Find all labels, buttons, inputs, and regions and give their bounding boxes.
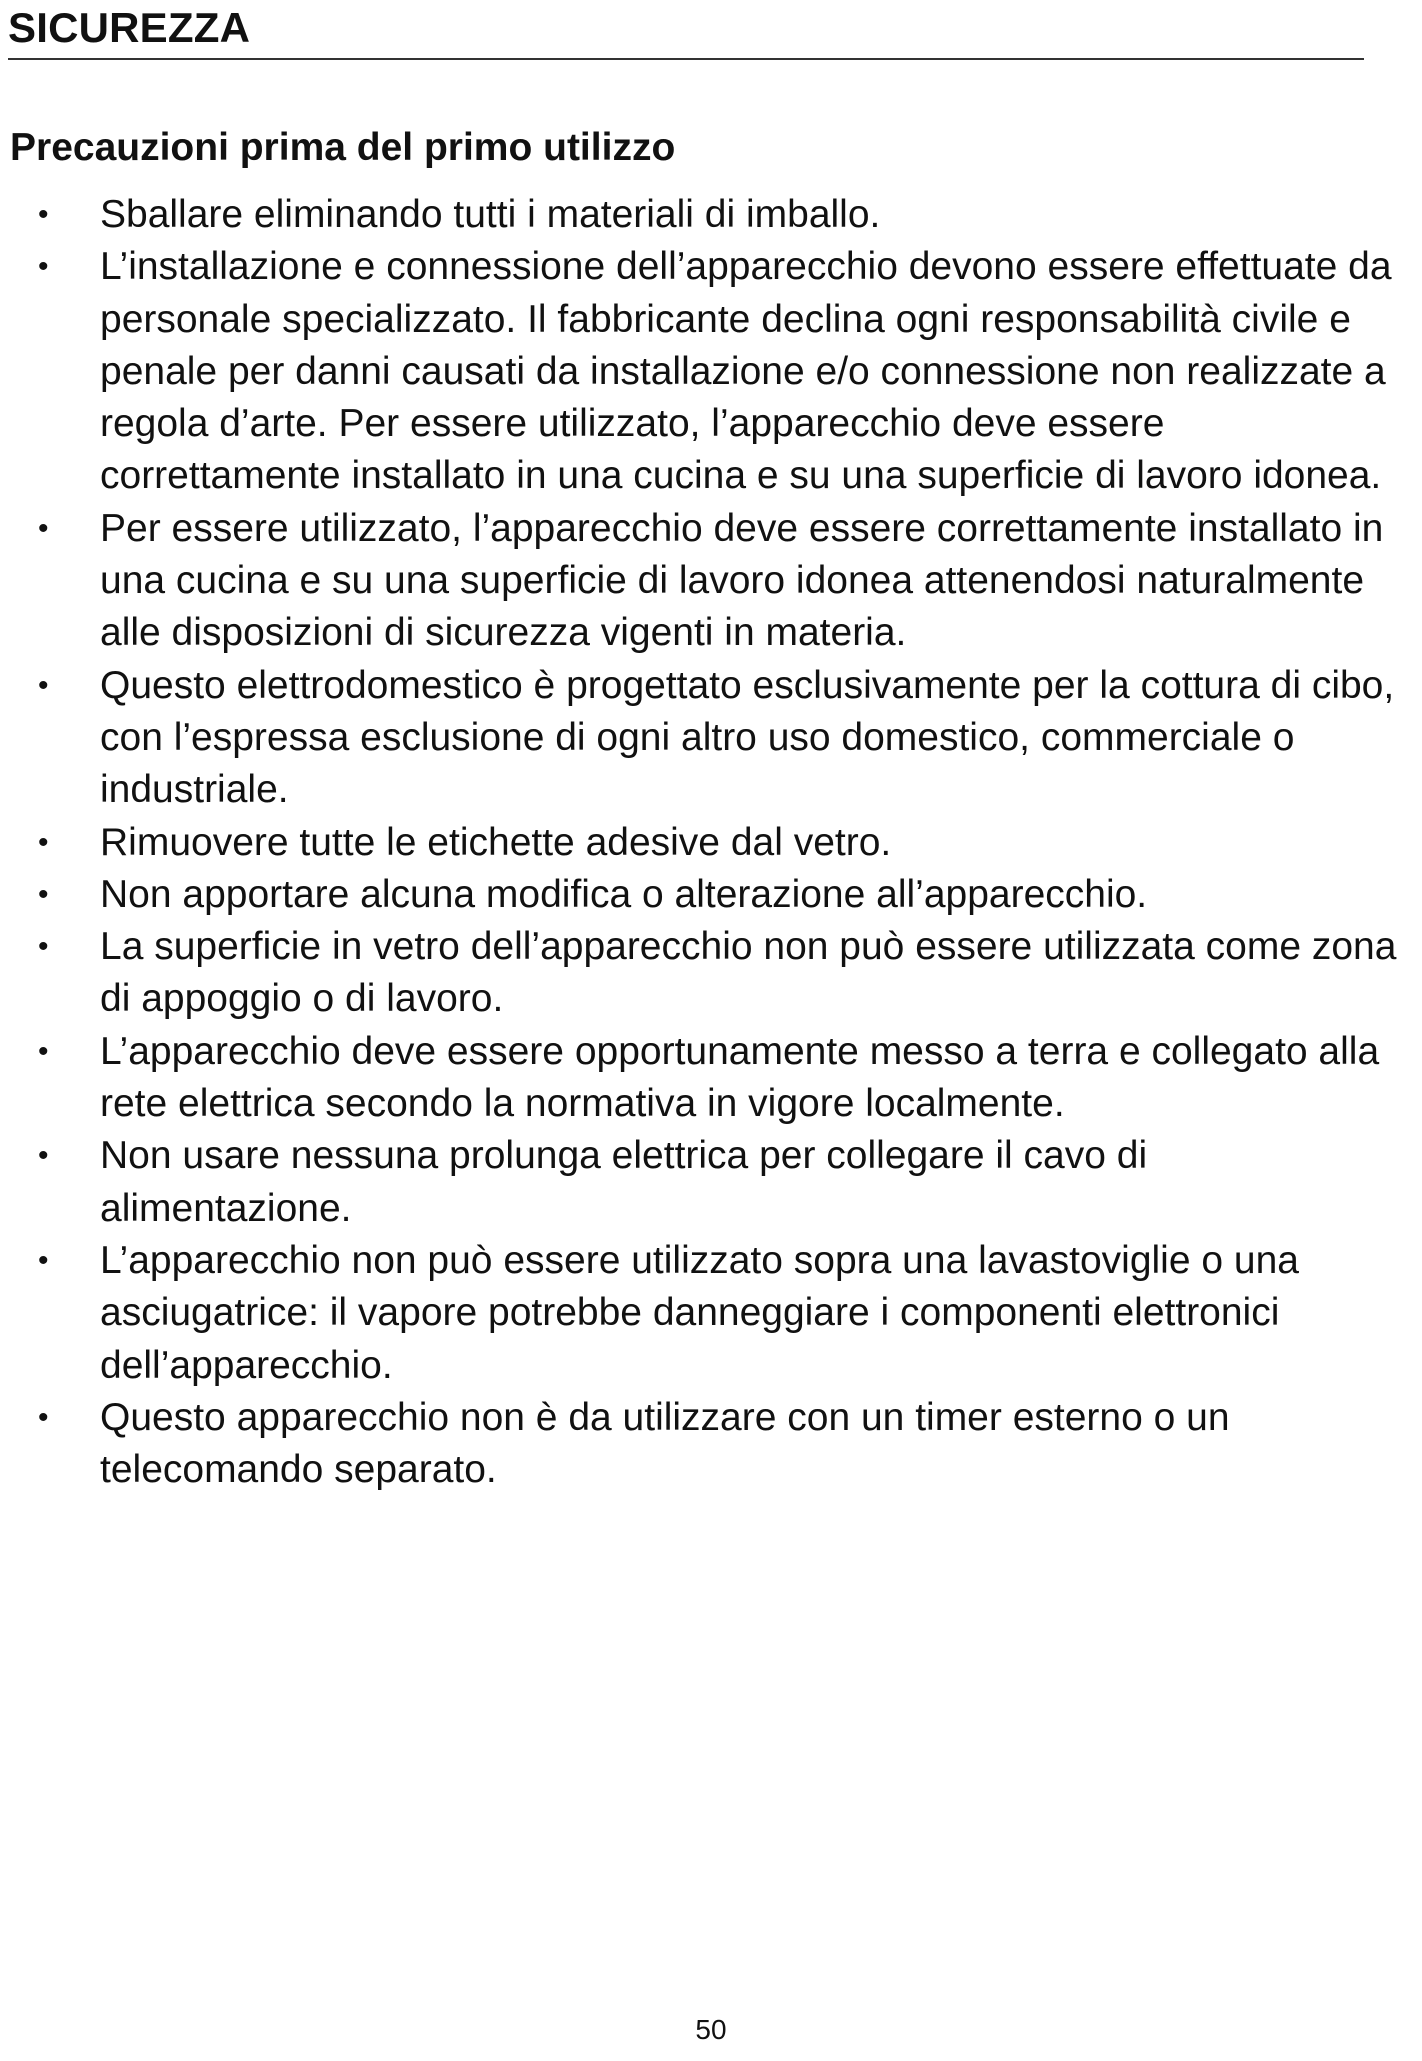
page-number: 50: [695, 2014, 727, 2045]
precautions-list: [0, 189, 1422, 1496]
section-title: SICUREZZA: [8, 4, 251, 51]
precaution-item: • Questo elettrodomestico è progettato esclusivamente per la cottura di cibo, con l’espressa esclusione di ogni altro uso domestico, commerciale o industriale.: [0, 660, 1422, 817]
precaution-item: • Non apportare alcuna modifica o alterazione all’apparecchio.: [0, 869, 1422, 921]
subsection-title: Precauzioni prima del primo utilizzo: [10, 126, 676, 169]
precaution-item: • Per essere utilizzato, l’apparecchio deve essere correttamente installato in una cucina e su una superficie di lavoro idonea attenendosi naturalmente alle disposizioni di sicurezza vigenti in materia.: [0, 503, 1422, 660]
precaution-item: • Non usare nessuna prolunga elettrica per collegare il cavo di alimentazione.: [0, 1130, 1422, 1235]
precaution-item: • Questo apparecchio non è da utilizzare con un timer esterno o un telecomando separato.: [0, 1392, 1422, 1497]
precaution-item: • Rimuovere tutte le etichette adesive dal vetro.: [0, 817, 1422, 869]
title-divider: [8, 58, 1364, 60]
precaution-item: • L’installazione e connessione dell’apparecchio devono essere effettuate da personale specializzato. Il fabbricante declina ogni responsabilità civile e penale per danni causati da installazione e/o connessione non realizzate a regola d’arte. Per essere utilizzato, l’apparecchio deve essere correttamente installato in una cucina e su una superficie di lavoro idonea.: [0, 241, 1422, 502]
precaution-item: • La superficie in vetro dell’apparecchio non può essere utilizzata come zona di appoggio o di lavoro.: [0, 921, 1422, 1026]
precaution-item: • L’apparecchio deve essere opportunamente messo a terra e collegato alla rete elettrica secondo la normativa in vigore localmente.: [0, 1026, 1422, 1131]
precaution-item: • Sballare eliminando tutti i materiali di imballo.: [0, 189, 1422, 241]
precaution-item: • L’apparecchio non può essere utilizzato sopra una lavastoviglie o una asciugatrice: il vapore potrebbe danneggiare i componenti elettronici dell’apparecchio.: [0, 1235, 1422, 1392]
